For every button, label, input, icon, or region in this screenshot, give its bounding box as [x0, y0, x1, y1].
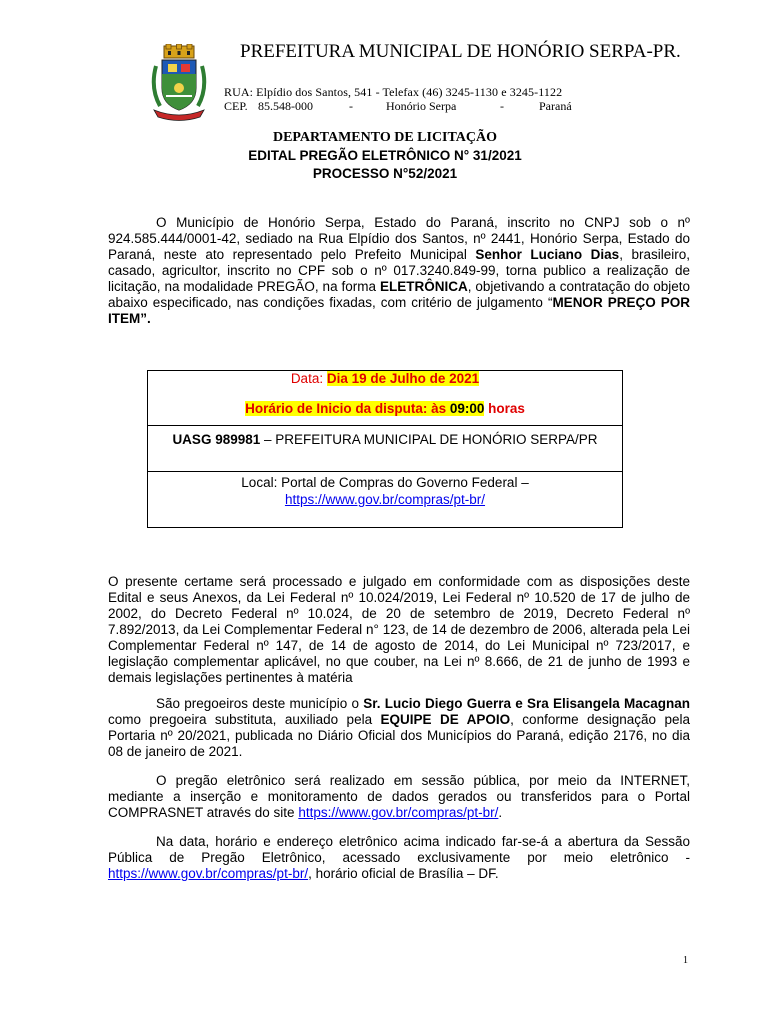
page-number: 1: [683, 955, 688, 966]
local-link-row: [148, 492, 622, 508]
uasg-code: UASG 989981: [172, 432, 261, 447]
date-row: [148, 371, 622, 387]
separator: -: [500, 99, 504, 113]
department-heading: DEPARTAMENTO DE LICITAÇÃO: [272, 130, 498, 145]
legal-basis-paragraph: O presente certame será processado e julgado em conformidade com as disposições deste Edital e seus Anexos, da Lei Federal nº 10.024/2019, Lei Federal nº 10.520 de 17 de julho de 2002, do Decreto Federal nº 10.024, de 20 de setembro de 2019, Decreto Federal nº 7.892/2013, da Lei Complementar Federal n° 123, de 14 de dezembro de 2006, alterada pela Lei Complementar Federal nº 147, de 14 de agosto de 2014, do Lei Municipal nº 723/2017, e legislação complementar aplicável, no que couber, na Lei nº 8.666, de 21 de junho de 1993 e demais legislações pertinentes à matéria: [108, 574, 690, 685]
time-row: [148, 401, 622, 417]
modality-eletronica: ELETRÔNICA: [379, 279, 468, 294]
cep-label: CEP.: [224, 99, 248, 113]
cep-value: 85.548-000: [258, 99, 313, 113]
prefeitura-title: PREFEITURA MUNICIPAL DE HONÓRIO SERPA-PR.: [240, 41, 681, 62]
separator: -: [349, 99, 353, 113]
uasg-row: [148, 432, 622, 448]
date-label: Data:: [290, 371, 327, 386]
intro-paragraph: O Município de Honório Serpa, Estado do Paraná, inscrito no CNPJ sob o nº 924.585.444/0001-42, sediado na Rua Elpídio dos Santos, nº 2441, Honório Serpa, Estado do Paraná, neste ato representado pelo Prefeito Municipal Senhor Luciano Dias, brasileiro, casado, agricultor, inscrito no CPF sob o nº 017.3240.849-99, torna publico a realização de licitação, na modalidade PREGÃO, na forma ELETRÔNICA, objetivando a contratação do objeto abaixo especificado, nas condições fixadas, com critério de julgamento “MENOR PREÇO POR ITEM”.: [108, 215, 690, 326]
time-value: 09:00: [449, 401, 485, 416]
state-name: Paraná: [539, 99, 572, 113]
time-suffix: horas: [484, 401, 525, 416]
session-link[interactable]: https://www.gov.br/compras/pt-br/: [108, 866, 309, 881]
session-paragraph: O pregão eletrônico será realizado em sessão pública, por meio da INTERNET, mediante a inserção e monitoramento de dados gerados ou transferidos para o Portal COMPRASNET através do site https://www.gov.br/compras/pt-br/.: [108, 773, 690, 820]
compras-link[interactable]: https://www.gov.br/compras/pt-br/: [284, 492, 486, 507]
local-row: Local: Portal de Compras do Governo Federal –: [241, 475, 529, 490]
municipal-coat-of-arms-icon: [150, 44, 208, 124]
address-line: RUA: Elpídio dos Santos, 541 - Telefax (46) 3245-1130 e 3245-1122: [224, 85, 563, 99]
equipe-apoio: EQUIPE DE APOIO: [380, 712, 511, 727]
pregoeiros-names: Sr. Lucio Diego Guerra e Sra Elisangela Macagnan: [363, 696, 690, 711]
mayor-name: Senhor Luciano Dias: [475, 247, 620, 262]
edital-heading: EDITAL PREGÃO ELETRÔNICO N° 31/2021: [248, 148, 522, 163]
pregoeiros-paragraph: São pregoeiros deste município o Sr. Lucio Diego Guerra e Sra Elisangela Macagnan como pregoeira substituta, auxiliado pela EQUIPE DE APOIO, conforme designação pela Portaria nº 20/2021, publicada no Diário Oficial dos Municípios do Paraná, edição 2176, no dia 08 de janeiro de 2021.: [108, 696, 691, 759]
uasg-name: – PREFEITURA MUNICIPAL DE HONÓRIO SERPA/PR: [260, 432, 598, 447]
box-divider: [148, 471, 622, 472]
comprasnet-link[interactable]: https://www.gov.br/compras/pt-br/: [298, 805, 499, 820]
cep-line: [224, 98, 572, 114]
criterion-text: MENOR PREÇO POR ITEM”.: [108, 295, 690, 326]
time-label: Horário de Inicio da disputa: às: [245, 401, 450, 416]
opening-paragraph: Na data, horário e endereço eletrônico acima indicado far-se-á a abertura da Sessão Pública de Pregão Eletrônico, acessado exclusivamente por meio eletrônico - https://www.gov.br/compras/pt-br/, horário oficial de Brasília – DF.: [108, 834, 690, 881]
city-name: Honório Serpa: [386, 99, 457, 113]
processo-heading: PROCESSO N°52/2021: [312, 166, 458, 181]
auction-info-box: [147, 370, 623, 528]
date-value: Dia 19 de Julho de 2021: [326, 371, 480, 386]
box-divider: [148, 425, 622, 426]
